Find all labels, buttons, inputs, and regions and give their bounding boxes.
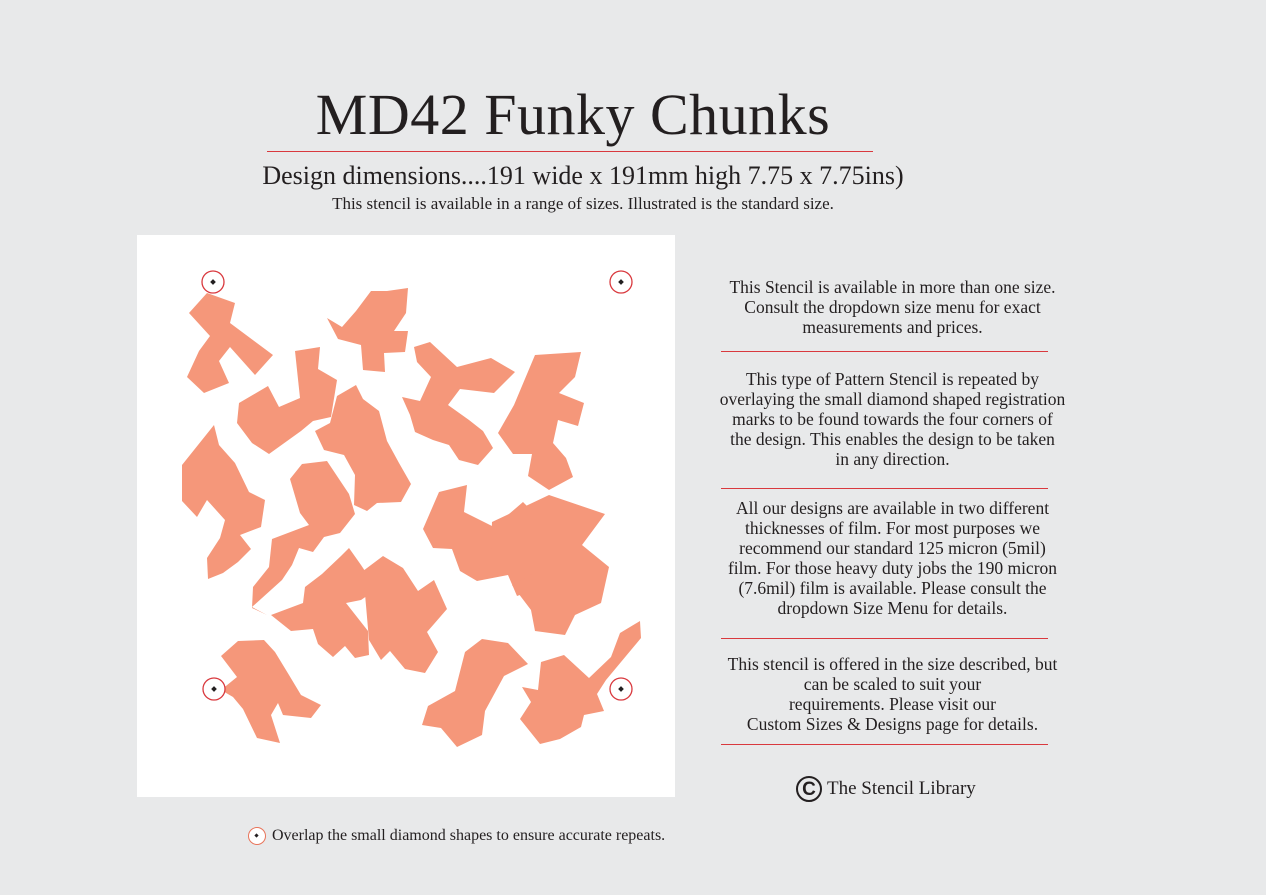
stencil-pattern bbox=[137, 235, 675, 797]
info-line: All our designs are available in two different bbox=[735, 498, 1050, 518]
overlap-text: Overlap the small diamond shapes to ensure accurate repeats. bbox=[272, 827, 666, 844]
info-line: thicknesses of film. For most purposes we bbox=[744, 518, 1041, 538]
registration-mark-icon bbox=[248, 827, 266, 845]
info-line: dropdown Size Menu for details. bbox=[777, 598, 1008, 618]
overlap-instruction bbox=[248, 827, 665, 845]
title-divider bbox=[267, 151, 873, 152]
design-dimensions: Design dimensions....191 wide x 191mm high 7.75 x 7.75ins) bbox=[262, 161, 904, 190]
stencil-shape bbox=[182, 425, 265, 579]
size-availability-note: This stencil is available in a range of sizes. Illustrated is the standard size. bbox=[332, 194, 834, 213]
page-title: MD42 Funky Chunks bbox=[315, 82, 831, 147]
stencil-shape bbox=[327, 288, 408, 372]
info-divider bbox=[721, 351, 1048, 352]
info-line: This stencil is offered in the size described, but bbox=[727, 654, 1058, 674]
registration-mark-top-right bbox=[610, 271, 632, 293]
registration-mark-bottom-left bbox=[203, 678, 225, 700]
info-line: the design. This enables the design to be taken bbox=[730, 429, 1055, 449]
info-line: film. For those heavy duty jobs the 190 micron bbox=[727, 558, 1058, 578]
info-line: in any direction. bbox=[835, 449, 950, 469]
stencil-shape bbox=[363, 556, 447, 673]
info-line: measurements and prices. bbox=[802, 317, 983, 337]
info-line: requirements. Please visit our bbox=[788, 694, 997, 714]
registration-mark-bottom-right bbox=[610, 678, 632, 700]
info-custom-sizes bbox=[700, 654, 1085, 734]
stencil-preview bbox=[137, 235, 675, 797]
info-divider bbox=[721, 638, 1048, 639]
info-sizes bbox=[700, 277, 1085, 337]
info-divider bbox=[721, 744, 1048, 745]
info-line: This Stencil is available in more than one size. bbox=[729, 277, 1056, 297]
stencil-shapes bbox=[182, 288, 641, 747]
copyright-text: The Stencil Library bbox=[827, 778, 976, 799]
copyright-icon: C bbox=[796, 776, 822, 802]
registration-mark-top-left bbox=[202, 271, 224, 293]
info-pattern-repeat bbox=[700, 369, 1085, 469]
info-line: (7.6mil) film is available. Please consult the bbox=[738, 578, 1047, 598]
info-line: overlaying the small diamond shaped registration bbox=[719, 389, 1066, 409]
info-line: can be scaled to suit your bbox=[803, 674, 982, 694]
info-line: Custom Sizes & Designs page for details. bbox=[746, 714, 1039, 734]
stencil-shape bbox=[422, 639, 528, 747]
stencil-shape bbox=[402, 342, 515, 465]
info-divider bbox=[721, 488, 1048, 489]
info-line: recommend our standard 125 micron (5mil) bbox=[739, 538, 1046, 558]
stencil-shape bbox=[187, 293, 273, 393]
stencil-shape bbox=[221, 640, 321, 743]
info-film-thickness bbox=[700, 498, 1085, 618]
info-line: This type of Pattern Stencil is repeated by bbox=[745, 369, 1040, 389]
info-line: Consult the dropdown size menu for exact bbox=[744, 297, 1041, 317]
info-line: marks to be found towards the four corners of bbox=[732, 409, 1053, 429]
copyright-notice bbox=[796, 773, 976, 805]
